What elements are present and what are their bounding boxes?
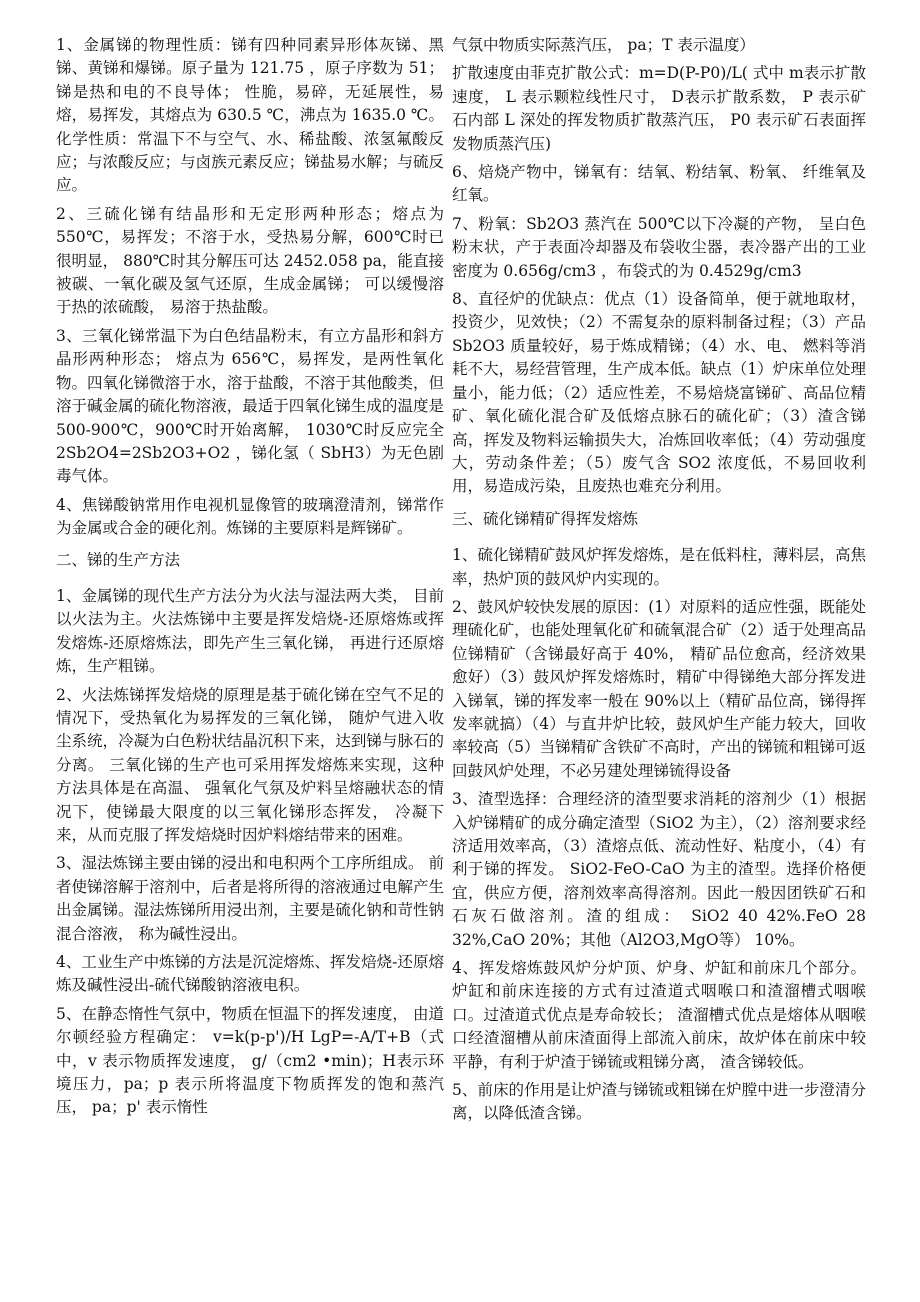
paragraph-sodium-pyroantimonate: 4、焦锑酸钠常用作电视机显像管的玻璃澄清剂，锑常作为金属或合金的硬化剂。炼锑的主要原料是辉锑矿。 bbox=[56, 495, 444, 538]
paragraph-roasting-products: 6、焙烧产物中，锑氧有：结氧、粉结氧、粉氧、 纤维氧及红氧。 bbox=[452, 163, 866, 205]
right-column bbox=[452, 34, 866, 1131]
paragraph-antimony-trisulfide: 2、三硫化锑有结晶形和无定形两种形态；熔点为 550℃，易挥发；不溶于水，受热易分解，600℃时已很明显， 880℃时其分解压可达 2452.058 pa，能直接被碳、一氧化碳及氢气还原，生成金属锑； 可以缓慢溶于热的浓硫酸， 易溶于热盐酸。 bbox=[56, 204, 444, 317]
paragraph-modern-production-methods: 1、金属锑的现代生产方法分为火法与湿法两大类， 目前以火法为主。火法炼锑中主要是挥发焙烧-还原熔炼或挥发熔炼-还原熔炼法，即先产生三氧化锑， 再进行还原熔炼，生产粗锑。 bbox=[56, 586, 444, 676]
paragraph-forehearth-function: 5、前床的作用是让炉渣与锑锍或粗锑在炉膛中进一步澄清分离，以降低渣含锑。 bbox=[452, 1081, 866, 1123]
paragraph-shaft-furnace-pros-cons: 8、直径炉的优缺点：优点（1）设备简单，便于就地取材，投资少，见效快；（2）不需复杂的原料制备过程；（3）产品 Sb2O3 质量较好，易于炼成精锑；（4）水、电、 燃料等消耗不大，易经营管理，生产成本低。缺点（1）炉床单位处理量小，能力低；（2）适应性差，不易焙烧富锑矿、高品位精矿、氧化硫化混合矿及低熔点脉石的硫化矿；（3）渣含锑高，挥发及物料运输损失大，冶炼回收率低；（4）劳动强度大，劳动条件差；（5）废气含 SO2 浓度低，不易回收利用，易造成污染，且废热也难充分利用。 bbox=[452, 290, 866, 496]
paragraph-fick-diffusion: 扩散速度由菲克扩散公式：m=D(P-P0)/L( 式中 m表示扩散速度， L 表示颗粒线性尺寸， D表示扩散系数， P 表示矿石内部 L 深处的挥发物质扩散蒸汽压， P0 表示矿石表面挥发物质蒸汽压) bbox=[452, 64, 866, 153]
paragraph-slag-selection: 3、渣型选择：合理经济的渣型要求消耗的溶剂少（1）根据入炉锑精矿的成分确定渣型（SiO2 为主），（2）溶剂要求经济适用效率高，（3）渣熔点低、流动性好、粘度小，（4）有利于锑的挥发。 SiO2-FeO-CaO 为主的渣型。选择价格便宜，供应方便，溶剂效率高得溶剂。因此一般因团铁矿石和石灰石做溶剂。渣的组成： SiO2 40 42%.FeO 28 32%,CaO 20%；其他（Al2O3,MgO等） 10%。 bbox=[452, 790, 866, 949]
paragraph-antimony-trioxide: 3、三氧化锑常温下为白色结晶粉末，有立方晶形和斜方晶形两种形态； 熔点为 656℃，易挥发，是两性氧化物。四氧化锑微溶于水，溶于盐酸，不溶于其他酸类，但溶于碱金属的硫化物溶液，最适于四氧化锑生成的温度是 500-900℃，900℃时开始离解， 1030℃时反应完全 2Sb2O4=2Sb2O3+O2 ，锑化氢（ SbH3）为无色剧毒气体。 bbox=[56, 326, 444, 486]
section-heading-volatilization-smelting: 三、硫化锑精矿得挥发熔炼 bbox=[452, 509, 639, 528]
left-column bbox=[56, 34, 444, 1125]
paragraph-dalton-continued: 气氛中物质实际蒸汽压， pa；T 表示温度） bbox=[452, 36, 755, 54]
paragraph-furnace-structure: 4、挥发熔炼鼓风炉分炉顶、炉身、炉缸和前床几个部分。 炉缸和前床连接的方式有过渣道式咽喉口和渣溜槽式咽喉口。过渣道式优点是寿命较长； 渣溜槽式优点是熔体从咽喉口经渣溜槽从前床渣面得上部流入前床，故炉体在前床中较平静，有利于炉渣于锑锍或粗锑分离， 渣含锑较低。 bbox=[452, 959, 866, 1071]
paragraph-volatilization-roasting-principle: 2、火法炼锑挥发焙烧的原理是基于硫化锑在空气不足的情况下，受热氧化为易挥发的三氧化锑， 随炉气进入收尘系统，冷凝为白色粉状结晶沉积下来，达到锑与脉石的分离。 三氧化锑的生产也可采用挥发熔炼来实现，这种方法具体是在高温、 强氧化气氛及炉料呈熔融状态的情况下，使锑最大限度的以三氧化锑形态挥发， 冷凝下来，从而克服了挥发焙烧时因炉料熔结带来的困难。 bbox=[56, 685, 444, 844]
paragraph-powder-oxide: 7、粉氧：Sb2O3 蒸汽在 500℃以下冷凝的产物， 呈白色粉末状，产于表面冷却器及布袋收尘器，表冷器产出的工业密度为 0.656g/cm3 ，布袋式的为 0.4529g/cm3 bbox=[452, 214, 866, 280]
paragraph-dalton-equation: 5、在静态惰性气氛中，物质在恒温下的挥发速度， 由道尔顿经验方程确定： v=k(p-p')/H LgP=-A/T+B（式中，v 表示物质挥发速度， g/（cm2 •min)；H表示环境压力，pa；p 表示所将温度下物质挥发的饱和蒸汽压， pa；p' 表示惰性 bbox=[56, 1004, 444, 1117]
paragraph-blast-furnace-smelting: 1、硫化锑精矿鼓风炉挥发熔炼，是在低料柱，薄料层，高焦率，热炉顶的鼓风炉内实现的。 bbox=[452, 546, 866, 588]
paragraph-blast-furnace-development: 2、鼓风炉较快发展的原因：(1）对原料的适应性强，既能处理硫化矿，也能处理氧化矿和硫氧混合矿（2）适于处理高品位锑精矿（含锑最好高于 40%， 精矿品位愈高，经济效果愈好）（3）鼓风炉挥发熔炼时，精矿中得锑绝大部分挥发进入锑氧，锑的挥发率一般在 90%以上（精矿品位高，锑得挥发率就搞）（4）与直井炉比较，鼓风炉生产能力较大，回收率较高（5）当锑精矿含铁矿不高时，产出的锑锍和粗锑可返回鼓风炉处理，不必另建处理锑锍得设备 bbox=[452, 597, 866, 780]
paragraph-hydrometallurgy: 3、湿法炼锑主要由锑的浸出和电积两个工序所组成。 前者使锑溶解于溶剂中，后者是将所得的溶液通过电解产生出金属锑。湿法炼锑所用浸出剂，主要是硫化钠和苛性钠混合溶液， 称为碱性浸出。 bbox=[56, 854, 444, 943]
paragraph-industrial-methods: 4、工业生产中炼锑的方法是沉淀熔炼、挥发焙烧-还原熔炼及碱性浸出-硫代锑酸钠溶液电积。 bbox=[56, 953, 444, 995]
section-heading-production-methods: 二、锑的生产方法 bbox=[56, 550, 181, 569]
paragraph-antimony-physical-properties: 1、金属锑的物理性质：锑有四种同素异形体灰锑、黑锑、黄锑和爆锑。原子量为 121.75 ，原子序数为 51；锑是热和电的不良导体； 性脆，易碎，无延展性，易熔，易挥发，其熔点为 630.5 ℃，沸点为 1635.0 ℃。化学性质：常温下不与空气、水、稀盐酸、浓氢氟酸反应；与浓酸反应；与卤族元素反应；锑盐易水解；与硫反应。 bbox=[56, 36, 444, 195]
